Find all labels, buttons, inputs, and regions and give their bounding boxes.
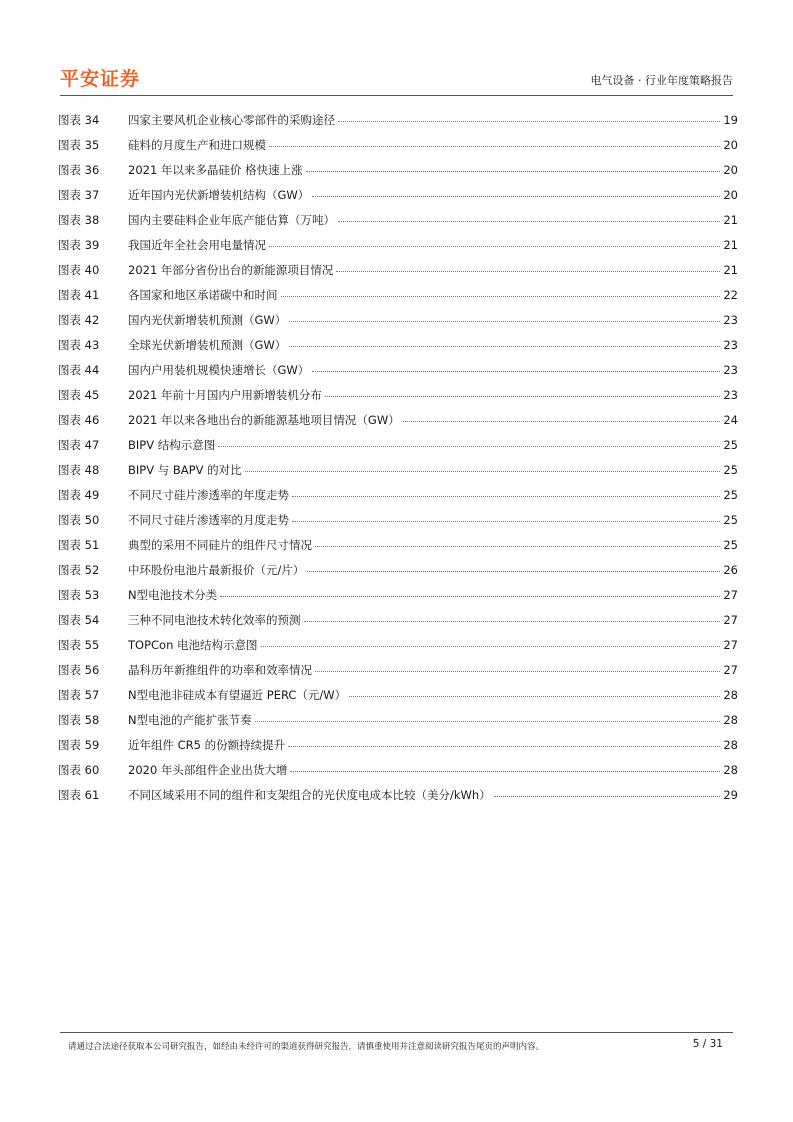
toc-entry-page: 27 xyxy=(723,613,738,627)
toc-entry-label: 图表 38 xyxy=(58,213,100,227)
toc-entry[interactable] xyxy=(58,287,738,312)
toc-entry-page: 25 xyxy=(723,463,738,477)
toc-entry-title: BIPV 结构示意图 xyxy=(128,438,216,452)
toc-entry-title: N型电池技术分类 xyxy=(128,588,218,602)
toc-dot-leader xyxy=(349,695,720,697)
toc-entry-label: 图表 43 xyxy=(58,338,100,352)
toc-dot-leader xyxy=(261,645,721,647)
toc-entry[interactable] xyxy=(58,787,738,812)
toc-dot-leader xyxy=(289,320,720,322)
toc-entry[interactable] xyxy=(58,212,738,237)
toc-entry-title: 不同尺寸硅片渗透率的月度走势 xyxy=(128,513,289,527)
toc-entry[interactable] xyxy=(58,337,738,362)
toc-entry-label: 图表 34 xyxy=(58,113,100,127)
toc-entry-label: 图表 49 xyxy=(58,488,100,502)
toc-entry-label: 图表 61 xyxy=(58,788,100,802)
footer-divider xyxy=(60,1032,733,1033)
toc-entry-page: 20 xyxy=(723,188,738,202)
toc-dot-leader xyxy=(494,795,721,797)
toc-dot-leader xyxy=(245,470,721,472)
toc-dot-leader xyxy=(315,545,720,547)
toc-entry-page: 28 xyxy=(723,688,738,702)
toc-entry-label: 图表 52 xyxy=(58,563,100,577)
toc-entry[interactable] xyxy=(58,162,738,187)
toc-entry-label: 图表 45 xyxy=(58,388,100,402)
footer-disclaimer: 请通过合法途径获取本公司研究报告，如经由未经许可的渠道获得研究报告，请慎重使用并注意阅读研究报告尾页的声明内容。 xyxy=(68,1042,545,1052)
toc-entry-page: 19 xyxy=(723,113,738,127)
document-title: 电气设备 · 行业年度策略报告 xyxy=(590,74,733,87)
toc-entry-page: 25 xyxy=(723,488,738,502)
toc-entry-page: 20 xyxy=(723,163,738,177)
toc-entry-title: 国内光伏新增装机预测（GW） xyxy=(128,313,287,327)
toc-dot-leader xyxy=(307,570,720,572)
toc-dot-leader xyxy=(255,720,721,722)
toc-entry[interactable] xyxy=(58,112,738,137)
toc-dot-leader xyxy=(289,345,720,347)
toc-entry-label: 图表 40 xyxy=(58,263,100,277)
toc-entry-label: 图表 35 xyxy=(58,138,100,152)
toc-entry[interactable] xyxy=(58,312,738,337)
toc-entry[interactable] xyxy=(58,362,738,387)
toc-entry-title: 国内户用装机规模快速增长（GW） xyxy=(128,363,310,377)
toc-entry[interactable] xyxy=(58,537,738,562)
toc-entry-title: 2020 年头部组件企业出货大增 xyxy=(128,763,288,777)
toc-entry[interactable] xyxy=(58,487,738,512)
toc-entry[interactable] xyxy=(58,512,738,537)
toc-entry-title: 我国近年全社会用电量情况 xyxy=(128,238,266,252)
toc-entry-label: 图表 59 xyxy=(58,738,100,752)
toc-entry-title: 全球光伏新增装机预测（GW） xyxy=(128,338,287,352)
toc-entry[interactable] xyxy=(58,387,738,412)
toc-entry-page: 23 xyxy=(723,363,738,377)
toc-entry-page: 23 xyxy=(723,338,738,352)
toc-entry-label: 图表 41 xyxy=(58,288,100,302)
toc-entry-page: 27 xyxy=(723,663,738,677)
toc-entry-page: 21 xyxy=(723,238,738,252)
toc-entry[interactable] xyxy=(58,612,738,637)
toc-dot-leader xyxy=(269,245,720,247)
toc-entry-label: 图表 37 xyxy=(58,188,100,202)
toc-entry[interactable] xyxy=(58,687,738,712)
toc-entry-page: 28 xyxy=(723,738,738,752)
toc-dot-leader xyxy=(220,595,720,597)
toc-entry-title: TOPCon 电池结构示意图 xyxy=(128,638,258,652)
toc-entry-page: 22 xyxy=(723,288,738,302)
toc-entry-label: 图表 55 xyxy=(58,638,100,652)
toc-entry-page: 21 xyxy=(723,213,738,227)
toc-entry-title: N型电池的产能扩张节奏 xyxy=(128,713,252,727)
toc-entry-page: 28 xyxy=(723,713,738,727)
toc-entry-page: 28 xyxy=(723,763,738,777)
toc-dot-leader xyxy=(288,745,720,747)
toc-entry[interactable] xyxy=(58,637,738,662)
toc-entry-page: 26 xyxy=(723,563,738,577)
toc-entry-label: 图表 57 xyxy=(58,688,100,702)
toc-entry[interactable] xyxy=(58,437,738,462)
toc-entry-page: 25 xyxy=(723,438,738,452)
toc-dot-leader xyxy=(292,520,720,522)
toc-entry-label: 图表 50 xyxy=(58,513,100,527)
brand-logo: 平安证券 xyxy=(60,68,141,90)
toc-entry-page: 27 xyxy=(723,638,738,652)
toc-dot-leader xyxy=(338,120,720,122)
toc-entry[interactable] xyxy=(58,662,738,687)
toc-entry-label: 图表 48 xyxy=(58,463,100,477)
toc-entry-label: 图表 51 xyxy=(58,538,100,552)
toc-entry-title: 2021 年前十月国内户用新增装机分布 xyxy=(128,388,322,402)
toc-entry[interactable] xyxy=(58,712,738,737)
toc-dot-leader xyxy=(281,295,721,297)
toc-entry-title: 硅料的月度生产和进口规模 xyxy=(128,138,266,152)
toc-dot-leader xyxy=(403,420,721,422)
toc-entry[interactable] xyxy=(58,587,738,612)
toc-entry[interactable] xyxy=(58,137,738,162)
toc-entry-title: 三种不同电池技术转化效率的预测 xyxy=(128,613,301,627)
toc-entry-label: 图表 56 xyxy=(58,663,100,677)
toc-entry-label: 图表 42 xyxy=(58,313,100,327)
toc-dot-leader xyxy=(315,670,720,672)
toc-dot-leader xyxy=(306,170,721,172)
toc-dot-leader xyxy=(304,620,721,622)
toc-entry-title: 国内主要硅料企业年底产能估算（万吨） xyxy=(128,213,335,227)
toc-entry-label: 图表 58 xyxy=(58,713,100,727)
toc-entry[interactable] xyxy=(58,737,738,762)
toc-entry-page: 29 xyxy=(723,788,738,802)
toc-entry[interactable] xyxy=(58,187,738,212)
toc-entry-title: BIPV 与 BAPV 的对比 xyxy=(128,463,242,477)
toc-entry-title: 2021 年以来各地出台的新能源基地项目情况（GW） xyxy=(128,413,400,427)
toc-entry-label: 图表 60 xyxy=(58,763,100,777)
toc-entry-title: 2021 年以来多晶硅价 格快速上涨 xyxy=(128,163,303,177)
toc-entry-title: N型电池非硅成本有望逼近 PERC（元/W） xyxy=(128,688,347,702)
toc-dot-leader xyxy=(312,195,720,197)
toc-entry-page: 24 xyxy=(723,413,738,427)
toc-dot-leader xyxy=(290,770,720,772)
toc-entry-label: 图表 53 xyxy=(58,588,100,602)
toc-entry-title: 不同区域采用不同的组件和支架组合的光伏度电成本比较（美分/kWh） xyxy=(128,788,491,802)
toc-entry-label: 图表 36 xyxy=(58,163,100,177)
toc-entry-label: 图表 44 xyxy=(58,363,100,377)
toc-dot-leader xyxy=(312,370,720,372)
toc-entry-page: 20 xyxy=(723,138,738,152)
toc-entry-page: 21 xyxy=(723,263,738,277)
toc-entry[interactable] xyxy=(58,462,738,487)
toc-dot-leader xyxy=(338,220,720,222)
toc-entry-title: 四家主要风机企业核心零部件的采购途径 xyxy=(128,113,335,127)
toc-entry[interactable] xyxy=(58,562,738,587)
toc-entry-title: 2021 年部分省份出台的新能源项目情况 xyxy=(128,263,334,277)
toc-entry[interactable] xyxy=(58,262,738,287)
toc-entry-title: 近年国内光伏新增装机结构（GW） xyxy=(128,188,310,202)
toc-entry-page: 23 xyxy=(723,388,738,402)
toc-dot-leader xyxy=(218,445,720,447)
toc-dot-leader xyxy=(292,495,720,497)
toc-entry-page: 25 xyxy=(723,513,738,527)
toc-dot-leader xyxy=(269,145,720,147)
toc-entry-title: 典型的采用不同硅片的组件尺寸情况 xyxy=(128,538,312,552)
toc-entry-label: 图表 46 xyxy=(58,413,100,427)
toc-entry-title: 各国家和地区承诺碳中和时间 xyxy=(128,288,278,302)
toc-dot-leader xyxy=(336,270,720,272)
toc-entry[interactable] xyxy=(58,762,738,787)
toc-entry-page: 27 xyxy=(723,588,738,602)
toc-entry-label: 图表 39 xyxy=(58,238,100,252)
toc-entry-title: 中环股份电池片最新报价（元/片） xyxy=(128,563,305,577)
toc-entry-page: 23 xyxy=(723,313,738,327)
toc-entry-title: 晶科历年新推组件的功率和效率情况 xyxy=(128,663,312,677)
header-divider xyxy=(60,95,733,96)
toc-dot-leader xyxy=(325,395,720,397)
toc-entry-label: 图表 54 xyxy=(58,613,100,627)
toc-entry-title: 不同尺寸硅片渗透率的年度走势 xyxy=(128,488,289,502)
page-number: 5 / 31 xyxy=(692,1038,723,1050)
toc-entry-label: 图表 47 xyxy=(58,438,100,452)
toc-entry-title: 近年组件 CR5 的份额持续提升 xyxy=(128,738,286,752)
figure-table-of-contents xyxy=(58,112,738,812)
toc-entry[interactable] xyxy=(58,237,738,262)
toc-entry-page: 25 xyxy=(723,538,738,552)
toc-entry[interactable] xyxy=(58,412,738,437)
